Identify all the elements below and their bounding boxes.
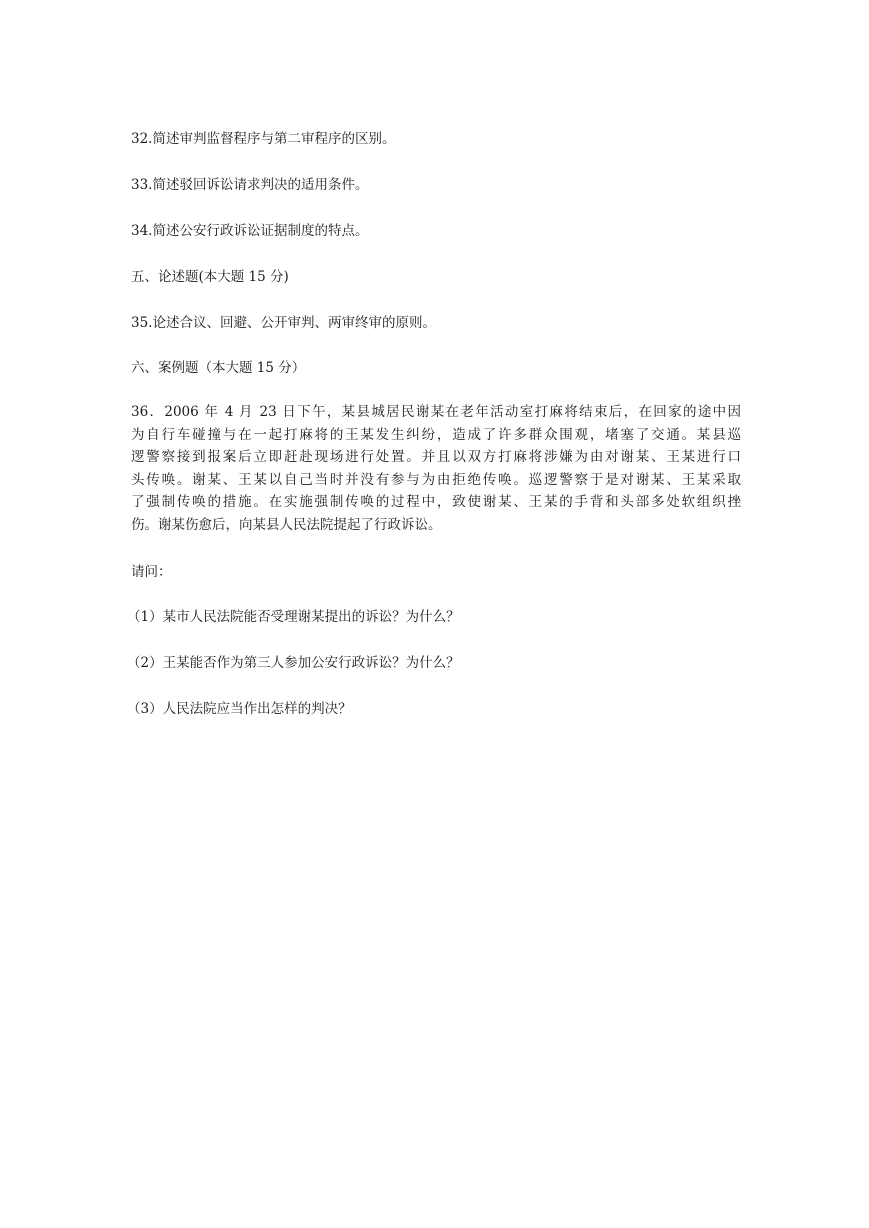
question-35: 35.论述合议、回避、公开审判、两审终审的原则。 [131, 315, 436, 331]
sub-question-1: （1）某市人民法院能否受理谢某提出的诉讼？为什么？ [127, 609, 460, 625]
question-36-line: 逻警察接到报案后立即赶赴现场进行处置。并且以双方打麻将涉嫌为由对谢某、王某进行口 [131, 449, 741, 465]
question-36-line: 伤。谢某伤愈后，向某县人民法院提起了行政诉讼。 [131, 516, 442, 533]
question-36-line: 了强制传唤的措施。在实施强制传唤的过程中，致使谢某、王某的手背和头部多处软组织挫 [131, 494, 741, 510]
question-36-line: 头传唤。谢某、王某以自己当时并没有参与为由拒绝传唤。巡逻警察于是对谢某、王某采取 [131, 471, 741, 488]
section-5-heading: 五、论述题(本大题 15 分) [131, 269, 289, 285]
question-34: 34.简述公安行政诉讼证据制度的特点。 [131, 223, 369, 239]
sub-question-2: （2）王某能否作为第三人参加公安行政诉讼？为什么？ [127, 655, 460, 671]
question-36-line: 36．2006 年 4 月 23 日下午，某县城居民谢某在老年活动室打麻将结束后，在回家的途中因 [131, 404, 741, 420]
question-36-line: 为自行车碰撞与在一起打麻将的王某发生纠纷，造成了许多群众围观，堵塞了交通。某县巡 [131, 426, 741, 443]
sub-question-3: （3）人民法院应当作出怎样的判决？ [127, 701, 352, 717]
ask-label: 请问： [131, 564, 172, 580]
question-33: 33.简述驳回诉讼请求判决的适用条件。 [131, 177, 369, 193]
section-6-heading: 六、案例题（本大题 15 分） [131, 360, 306, 376]
question-36-paragraph [131, 401, 741, 536]
question-32: 32.简述审判监督程序与第二审程序的区别。 [131, 131, 396, 147]
